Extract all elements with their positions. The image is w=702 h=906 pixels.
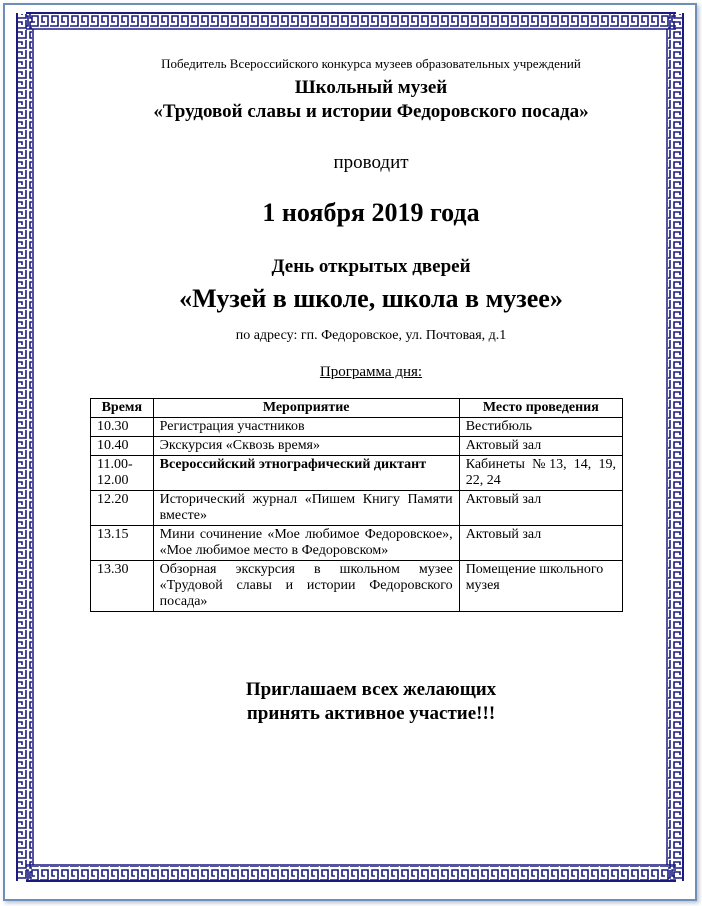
invite-line-2: принять активное участие!!! <box>246 703 496 724</box>
cell-place: Кабинеты №13, 14, 19, 22, 24 <box>459 456 622 491</box>
program-heading: Программа дня: <box>319 364 423 380</box>
cell-time: 11.00-12.00 <box>91 456 154 491</box>
cell-event: Всероссийский этнографический диктант <box>153 456 459 491</box>
event-date: 1 ноября 2019 года <box>262 198 480 227</box>
cell-event: Экскурсия «Сквозь время» <box>153 437 459 456</box>
table-row <box>91 561 623 612</box>
table-row <box>91 491 623 526</box>
cell-event: Обзорная экскурсия в школьном музее «Трудовой славы и истории Федоровского посада» <box>153 561 459 612</box>
cell-place: Актовый зал <box>459 526 622 561</box>
header-place: Место проведения <box>459 399 622 418</box>
header-event: Мероприятие <box>153 399 459 418</box>
invite-line-1: Приглашаем всех желающих <box>245 679 497 700</box>
cell-time: 12.20 <box>91 491 154 526</box>
cell-event: Исторический журнал «Пишем Книгу Памяти вместе» <box>153 491 459 526</box>
table-row <box>91 456 623 491</box>
address-line: по адресу: гп. Федоровское, ул. Почтовая, д.1 <box>235 328 507 343</box>
provodit-text: проводит <box>333 152 409 173</box>
cell-time: 10.30 <box>91 418 154 437</box>
museum-line-2: «Трудовой славы и истории Федоровского посада» <box>153 101 589 122</box>
table-header-row <box>91 399 623 418</box>
cell-event: Мини сочинение «Мое любимое Федоровское», «Мое любимое место в Федоровском» <box>153 526 459 561</box>
event-title: «Музей в школе, школа в музее» <box>179 284 563 313</box>
invitation <box>60 678 682 726</box>
cell-place: Помещение школьного музея <box>459 561 622 612</box>
museum-name <box>60 76 682 124</box>
header-time: Время <box>91 399 154 418</box>
cell-place: Актовый зал <box>459 437 622 456</box>
table-row <box>91 526 623 561</box>
cell-time: 13.30 <box>91 561 154 612</box>
cell-place: Актовый зал <box>459 491 622 526</box>
winner-line: Победитель Всероссийского конкурса музеев образовательных учреждений <box>161 56 581 71</box>
table-row <box>91 437 623 456</box>
cell-place: Вестибюль <box>459 418 622 437</box>
cell-event: Регистрация участников <box>153 418 459 437</box>
museum-line-1: Школьный музей <box>294 77 448 98</box>
table-row <box>91 418 623 437</box>
cell-time: 13.15 <box>91 526 154 561</box>
program-table <box>90 398 623 612</box>
open-day-heading: День открытых дверей <box>271 256 471 277</box>
cell-time: 10.40 <box>91 437 154 456</box>
